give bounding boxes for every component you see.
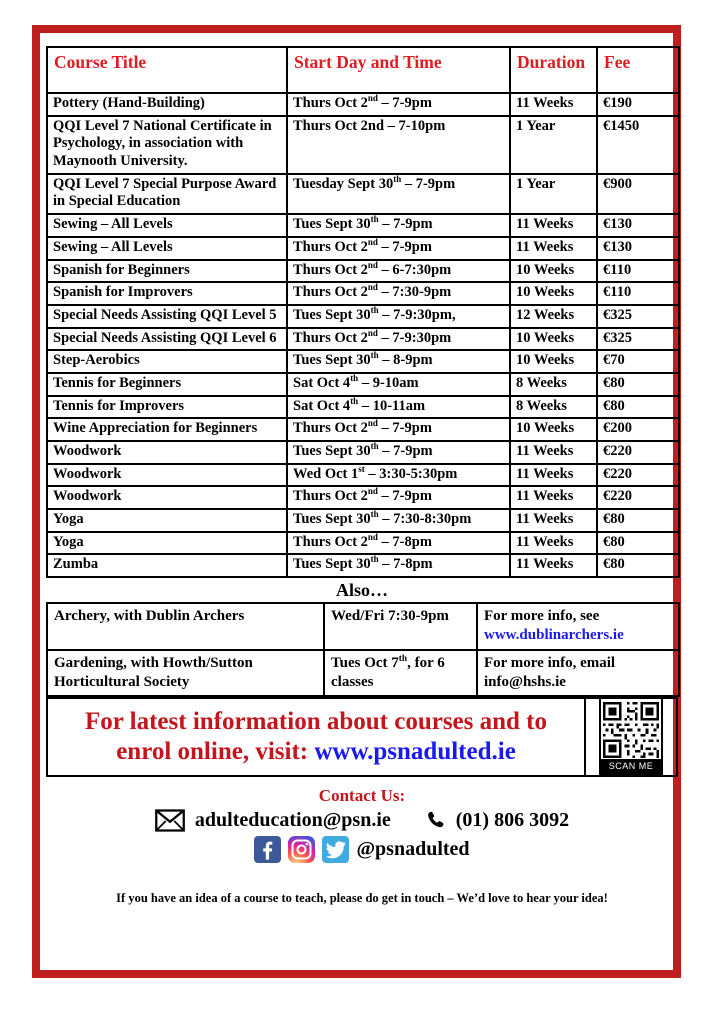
course-duration-cell: 10 Weeks bbox=[510, 350, 597, 373]
course-title-cell: Yoga bbox=[47, 509, 287, 532]
course-time-cell: Wed Oct 1st – 3:30-5:30pm bbox=[287, 464, 510, 487]
course-fee-cell: €110 bbox=[597, 282, 679, 305]
course-duration-cell: 11 Weeks bbox=[510, 93, 597, 116]
course-duration-cell: 11 Weeks bbox=[510, 441, 597, 464]
course-time-cell: Thurs Oct 2nd – 7-9:30pm bbox=[287, 328, 510, 351]
course-title-cell: Yoga bbox=[47, 532, 287, 555]
course-row bbox=[47, 328, 679, 351]
course-duration-cell: 10 Weeks bbox=[510, 328, 597, 351]
course-duration-cell: 1 Year bbox=[510, 116, 597, 174]
course-time-cell: Thurs Oct 2nd – 7-9pm bbox=[287, 93, 510, 116]
course-title-cell: Sewing – All Levels bbox=[47, 237, 287, 260]
course-fee-cell: €220 bbox=[597, 464, 679, 487]
course-duration-cell: 11 Weeks bbox=[510, 214, 597, 237]
course-time-cell: Thurs Oct 2nd – 7-8pm bbox=[287, 532, 510, 555]
course-fee-cell: €220 bbox=[597, 441, 679, 464]
col-header-start-day: Start Day and Time bbox=[287, 47, 510, 93]
course-title-cell: Spanish for Beginners bbox=[47, 260, 287, 283]
course-duration-cell: 11 Weeks bbox=[510, 237, 597, 260]
course-title-cell: Spanish for Improvers bbox=[47, 282, 287, 305]
course-title-cell: QQI Level 7 Special Purpose Award in Special Education bbox=[47, 174, 287, 214]
course-fee-cell: €80 bbox=[597, 509, 679, 532]
course-row bbox=[47, 486, 679, 509]
course-time-cell: Thurs Oct 2nd – 7-9pm bbox=[287, 237, 510, 260]
course-duration-cell: 11 Weeks bbox=[510, 532, 597, 555]
course-duration-cell: 12 Weeks bbox=[510, 305, 597, 328]
contact-phone: (01) 806 3092 bbox=[455, 808, 570, 831]
banner-text-red: For latest information about courses and to enrol online, visit: bbox=[84, 707, 548, 765]
course-row bbox=[47, 282, 679, 305]
course-row bbox=[47, 260, 679, 283]
course-fee-cell: €70 bbox=[597, 350, 679, 373]
qr-code bbox=[599, 697, 663, 776]
course-row bbox=[47, 174, 679, 214]
course-title-cell: Woodwork bbox=[47, 464, 287, 487]
course-fee-cell: €130 bbox=[597, 214, 679, 237]
also-title-cell: Archery, with Dublin Archers bbox=[47, 603, 324, 649]
course-time-cell: Tues Sept 30th – 7-8pm bbox=[287, 554, 510, 577]
course-time-cell: Thurs Oct 2nd – 7:30-9pm bbox=[287, 282, 510, 305]
qr-scan-label: SCAN ME bbox=[601, 759, 661, 774]
course-time-cell: Thurs Oct 2nd – 7-10pm bbox=[287, 116, 510, 174]
course-row bbox=[47, 532, 679, 555]
course-row bbox=[47, 93, 679, 116]
envelope-icon bbox=[155, 809, 185, 832]
course-time-cell: Tues Sept 30th – 8-9pm bbox=[287, 350, 510, 373]
also-info-link[interactable]: www.dublinarchers.ie bbox=[484, 627, 624, 644]
course-time-cell: Sat Oct 4th – 10-11am bbox=[287, 396, 510, 419]
course-time-cell: Tuesday Sept 30th – 7-9pm bbox=[287, 174, 510, 214]
course-fee-cell: €110 bbox=[597, 260, 679, 283]
course-time-cell: Tues Sept 30th – 7-9pm bbox=[287, 441, 510, 464]
course-fee-cell: €190 bbox=[597, 93, 679, 116]
course-row bbox=[47, 373, 679, 396]
course-fee-cell: €80 bbox=[597, 373, 679, 396]
course-row bbox=[47, 237, 679, 260]
courses-table-body bbox=[47, 93, 679, 577]
course-title-cell: Special Needs Assisting QQI Level 6 bbox=[47, 328, 287, 351]
course-row bbox=[47, 116, 679, 174]
phone-icon bbox=[425, 810, 446, 831]
course-duration-cell: 11 Weeks bbox=[510, 486, 597, 509]
course-time-cell: Thurs Oct 2nd – 6-7:30pm bbox=[287, 260, 510, 283]
course-time-cell: Thurs Oct 2nd – 7-9pm bbox=[287, 486, 510, 509]
course-fee-cell: €200 bbox=[597, 418, 679, 441]
course-row bbox=[47, 509, 679, 532]
course-duration-cell: 11 Weeks bbox=[510, 464, 597, 487]
course-fee-cell: €220 bbox=[597, 486, 679, 509]
course-time-cell: Sat Oct 4th – 9-10am bbox=[287, 373, 510, 396]
course-fee-cell: €130 bbox=[597, 237, 679, 260]
course-title-cell: QQI Level 7 National Certificate in Psychology, in association with Maynooth University. bbox=[47, 116, 287, 174]
contact-email: adulteducation@psn.ie bbox=[194, 808, 391, 831]
psnadulted-link[interactable]: www.psnadulted.ie bbox=[314, 737, 516, 765]
course-duration-cell: 10 Weeks bbox=[510, 418, 597, 441]
course-time-cell: Tues Sept 30th – 7-9:30pm, bbox=[287, 305, 510, 328]
course-row bbox=[47, 418, 679, 441]
courses-header-row bbox=[47, 47, 679, 93]
course-title-cell: Sewing – All Levels bbox=[47, 214, 287, 237]
course-title-cell: Tennis for Improvers bbox=[47, 396, 287, 419]
course-row bbox=[47, 214, 679, 237]
course-title-cell: Step-Aerobics bbox=[47, 350, 287, 373]
page-border-frame bbox=[32, 25, 681, 978]
also-info-link[interactable]: info@hshs.ie bbox=[484, 673, 566, 690]
course-title-cell: Special Needs Assisting QQI Level 5 bbox=[47, 305, 287, 328]
social-handle: @psnadulted bbox=[356, 837, 470, 860]
course-row bbox=[47, 350, 679, 373]
also-row bbox=[47, 603, 679, 649]
contact-line bbox=[46, 809, 678, 832]
also-info-text: For more info, see bbox=[484, 608, 600, 625]
course-time-cell: Tues Sept 30th – 7:30-8:30pm bbox=[287, 509, 510, 532]
also-table-body bbox=[47, 603, 679, 696]
course-fee-cell: €900 bbox=[597, 174, 679, 214]
also-title-cell: Gardening, with Howth/Sutton Horticultural Society bbox=[47, 650, 324, 696]
course-fee-cell: €325 bbox=[597, 328, 679, 351]
social-line bbox=[46, 836, 678, 863]
contact-section bbox=[46, 786, 678, 906]
banner-text bbox=[48, 699, 586, 775]
course-fee-cell: €1450 bbox=[597, 116, 679, 174]
course-fee-cell: €80 bbox=[597, 396, 679, 419]
course-fee-cell: €325 bbox=[597, 305, 679, 328]
also-table bbox=[46, 602, 680, 697]
course-duration-cell: 1 Year bbox=[510, 174, 597, 214]
instagram-icon[interactable] bbox=[288, 836, 315, 863]
course-title-cell: Pottery (Hand-Building) bbox=[47, 93, 287, 116]
course-fee-cell: €80 bbox=[597, 532, 679, 555]
facebook-icon[interactable] bbox=[254, 836, 281, 863]
course-duration-cell: 10 Weeks bbox=[510, 282, 597, 305]
course-time-cell: Tues Sept 30th – 7-9pm bbox=[287, 214, 510, 237]
course-duration-cell: 11 Weeks bbox=[510, 554, 597, 577]
course-title-cell: Tennis for Beginners bbox=[47, 373, 287, 396]
course-title-cell: Wine Appreciation for Beginners bbox=[47, 418, 287, 441]
course-duration-cell: 8 Weeks bbox=[510, 396, 597, 419]
course-title-cell: Woodwork bbox=[47, 441, 287, 464]
course-title-cell: Woodwork bbox=[47, 486, 287, 509]
course-duration-cell: 8 Weeks bbox=[510, 373, 597, 396]
also-time-cell: Tues Oct 7th, for 6 classes bbox=[324, 650, 477, 696]
course-row bbox=[47, 441, 679, 464]
also-info-cell bbox=[477, 603, 679, 649]
course-row bbox=[47, 396, 679, 419]
contact-heading: Contact Us: bbox=[318, 785, 406, 805]
col-header-fee: Fee bbox=[597, 47, 679, 93]
info-banner bbox=[46, 697, 678, 777]
col-header-course-title: Course Title bbox=[47, 47, 287, 93]
course-row bbox=[47, 305, 679, 328]
also-heading: Also… bbox=[335, 580, 388, 601]
course-time-cell: Thurs Oct 2nd – 7-9pm bbox=[287, 418, 510, 441]
course-duration-cell: 10 Weeks bbox=[510, 260, 597, 283]
course-title-cell: Zumba bbox=[47, 554, 287, 577]
footer-note: If you have an idea of a course to teach, please do get in touch – We’d love to hear your idea! bbox=[116, 890, 608, 905]
also-time-cell: Wed/Fri 7:30-9pm bbox=[324, 603, 477, 649]
also-info-text: For more info, email bbox=[484, 654, 616, 671]
col-header-duration: Duration bbox=[510, 47, 597, 93]
course-row bbox=[47, 554, 679, 577]
qr-code-icon bbox=[603, 702, 659, 758]
course-duration-cell: 11 Weeks bbox=[510, 509, 597, 532]
course-fee-cell: €80 bbox=[597, 554, 679, 577]
course-row bbox=[47, 464, 679, 487]
courses-table bbox=[46, 46, 680, 578]
twitter-icon[interactable] bbox=[322, 836, 349, 863]
also-row bbox=[47, 650, 679, 696]
also-info-cell bbox=[477, 650, 679, 696]
qr-cell bbox=[586, 699, 676, 775]
